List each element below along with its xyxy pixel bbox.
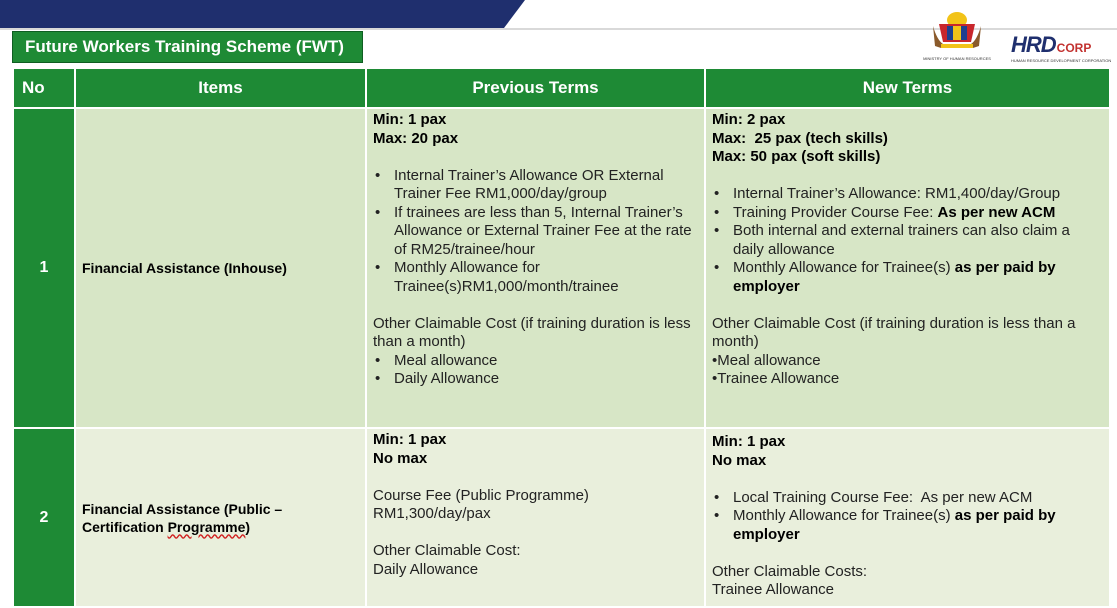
list-item: • Monthly Allowance for Trainee(s)RM1,000/month/trainee [394,259,698,296]
other-claimable-label: Other Claimable Cost: [373,542,521,559]
malaysia-coat-of-arms-icon [929,10,985,50]
list-item: • If trainees are less than 5, Internal Trainer’s Allowance or External Trainer Fee at the rate of RM25/trainee/hour [394,204,698,260]
item-name: Financial Assistance (Inhouse) [75,108,366,428]
fwt-terms-table [12,67,1111,608]
other-claimable-list [373,352,698,389]
list-item-bold: as per paid by employer [733,259,1056,295]
terms-list [712,489,1103,545]
list-item [733,259,1103,296]
min-pax: Min: 1 pax [373,111,447,128]
header-previous-terms: Previous Terms [366,68,705,108]
header-no: No [13,68,75,108]
min-pax: Min: 1 pax [712,433,786,450]
max-pax-soft: Max: 50 pax (soft skills) [712,148,881,165]
list-item [733,507,1103,544]
list-item-bold: as per paid by employer [733,507,1056,543]
other-claimable-label: Other Claimable Cost (if training duration is less than a month) [712,314,1076,350]
hrdcorp-caption: HUMAN RESOURCE DEVELOPMENT CORPORATION [1011,58,1112,63]
other-claimable-item: •Trainee Allowance [712,370,840,387]
terms-list [373,167,698,297]
other-claimable-item: Trainee Allowance [712,581,835,598]
logo-area [917,10,1112,66]
table-row [13,428,1110,607]
row-number: 1 [13,108,75,428]
corp-text: CORP [1056,41,1092,55]
table-header-row [13,68,1110,108]
max-pax: No max [373,449,428,467]
list-item: • Daily Allowance [394,370,698,389]
list-item-text: Monthly Allowance for Trainee(s) [733,259,955,276]
list-item: • Internal Trainer’s Allowance: RM1,400/day/Group [733,185,1103,204]
list-item-text: Training Provider Course Fee: [733,203,938,221]
row-number: 2 [13,428,75,607]
ministry-caption: MINISTRY OF HUMAN RESOURCES [923,56,991,61]
terms-list [712,185,1103,296]
header-new-terms: New Terms [705,68,1110,108]
max-pax-tech: Max: 25 pax (tech skills) [712,129,888,147]
item-name-part: Financial Assistance (Public – Certification [82,500,283,535]
other-claimable-label: Other Claimable Cost (if training duration is less than a month) [373,314,691,350]
course-fee: Course Fee (Public Programme) RM1,300/day/pax [373,486,589,522]
hrd-text: HRD [1011,32,1056,57]
table-row [13,108,1110,428]
list-item [733,204,1103,223]
other-claimable-label: Other Claimable Costs: [712,562,868,580]
list-item: • Both internal and external trainers can also claim a daily allowance [733,222,1103,259]
min-pax: Min: 2 pax [712,111,786,128]
min-pax: Min: 1 pax [373,431,447,448]
item-name-part: ) [245,518,251,535]
list-item: • Local Training Course Fee: As per new ACM [733,489,1103,508]
previous-terms-cell [366,108,705,428]
list-item: • Internal Trainer’s Allowance OR External Trainer Fee RM1,000/day/group [394,167,698,204]
list-item: • Meal allowance [394,352,698,371]
max-pax: No max [712,451,767,469]
item-name-part: Programme [167,518,246,535]
other-claimable-item: Daily Allowance [373,560,479,578]
header-items: Items [75,68,366,108]
top-banner-bar [0,0,525,28]
new-terms-cell [705,108,1110,428]
item-name [75,428,366,607]
new-terms-cell [705,428,1110,607]
other-claimable-item: •Meal allowance [712,351,821,369]
max-pax: Max: 20 pax [373,129,459,147]
slide-title: Future Workers Training Scheme (FWT) [12,31,363,63]
list-item-bold: As per new ACM [937,203,1056,221]
list-item-text: Monthly Allowance for Trainee(s) [733,507,955,524]
hrdcorp-logo [1011,32,1091,58]
previous-terms-cell [366,428,705,607]
